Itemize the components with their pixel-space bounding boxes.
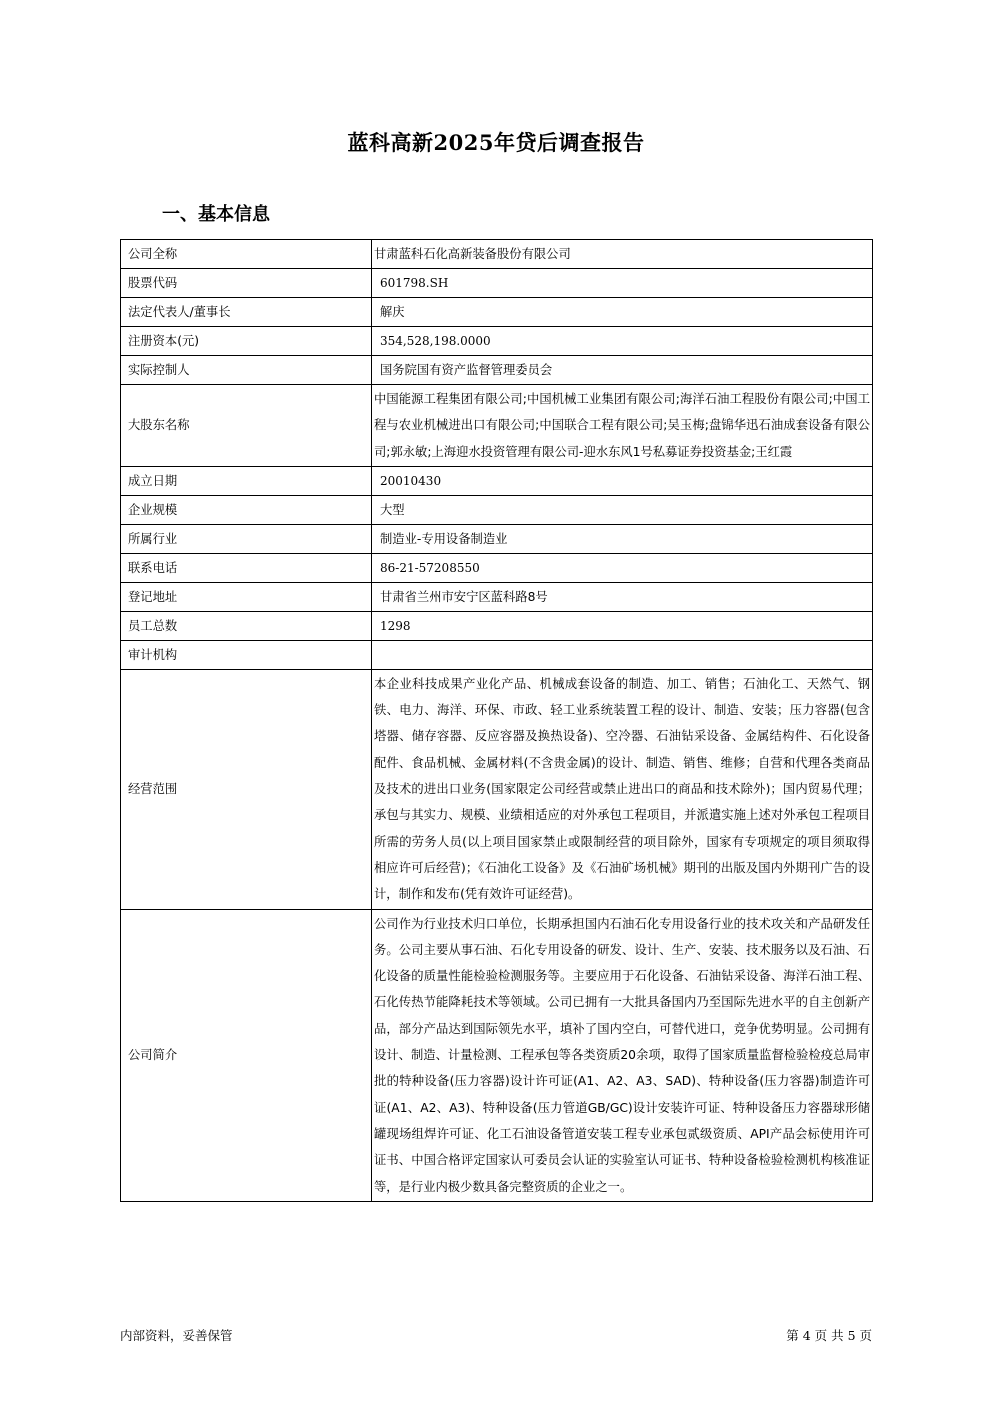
row-label: 股票代码 xyxy=(121,269,372,298)
row-label: 成立日期 xyxy=(121,466,372,495)
row-label: 法定代表人/董事长 xyxy=(121,298,372,327)
row-label: 登记地址 xyxy=(121,582,372,611)
row-label: 审计机构 xyxy=(121,640,372,669)
row-value xyxy=(372,640,873,669)
row-label: 联系电话 xyxy=(121,553,372,582)
row-value: 1298 xyxy=(372,611,873,640)
row-label: 所属行业 xyxy=(121,524,372,553)
report-title: 蓝科高新2025年贷后调查报告 xyxy=(347,130,645,155)
table-row xyxy=(121,553,873,582)
row-label: 大股东名称 xyxy=(121,385,372,467)
row-label: 公司全称 xyxy=(121,240,372,269)
row-label: 注册资本(元) xyxy=(121,327,372,356)
table-row xyxy=(121,640,873,669)
table-row xyxy=(121,466,873,495)
table-row xyxy=(121,524,873,553)
row-label: 实际控制人 xyxy=(121,356,372,385)
table-row xyxy=(121,385,873,467)
row-label: 公司简介 xyxy=(121,909,372,1201)
row-value: 601798.SH xyxy=(372,269,873,298)
table-row xyxy=(121,909,873,1201)
row-value: 甘肃省兰州市安宁区蓝科路8号 xyxy=(372,582,873,611)
row-value: 本企业科技成果产业化产品、机械成套设备的制造、加工、销售；石油化工、天然气、钢铁、电力、海洋、环保、市政、轻工业系统装置工程的设计、制造、安装；压力容器(包含塔器、储存容器、反应容器及换热设备)、空冷器、石油钻采设备、金属结构件、石化设备配件、食品机械、金属材料(不含贵金属)的设计、制造、销售、维修；自营和代理各类商品及技术的进出口业务(国家限定公司经营或禁止进出口的商品和技术除外)；国内贸易代理；承包与其实力、规模、业绩相适应的对外承包工程项目，并派遣实施上述对外承包工程项目所需的劳务人员(以上项目国家禁止或限制经营的项目除外，国家有专项规定的项目须取得相应许可后经营)；《石油化工设备》及《石油矿场机械》期刊的出版及国内外期刊广告的设计，制作和发布(凭有效许可证经营)。 xyxy=(372,669,873,909)
row-value: 86-21-57208550 xyxy=(372,553,873,582)
table-row xyxy=(121,356,873,385)
row-value: 甘肃蓝科石化高新装备股份有限公司 xyxy=(372,240,873,269)
table-row xyxy=(121,269,873,298)
basic-info-table xyxy=(120,239,873,1202)
table-row xyxy=(121,298,873,327)
row-value: 解庆 xyxy=(372,298,873,327)
row-label: 员工总数 xyxy=(121,611,372,640)
footer-page-number: 第 4 页 共 5 页 xyxy=(786,1328,872,1343)
row-value: 国务院国有资产监督管理委员会 xyxy=(372,356,873,385)
table-row xyxy=(121,495,873,524)
footer-confidential-note: 内部资料，妥善保管 xyxy=(120,1328,233,1343)
table-row xyxy=(121,240,873,269)
row-value: 中国能源工程集团有限公司;中国机械工业集团有限公司;海洋石油工程股份有限公司;中国工程与农业机械进出口有限公司;中国联合工程有限公司;吴玉梅;盘锦华迅石油成套设备有限公司;郭永敏;上海迎水投资管理有限公司-迎水东风1号私募证券投资基金;王红霞 xyxy=(372,385,873,467)
row-label: 企业规模 xyxy=(121,495,372,524)
table-row xyxy=(121,582,873,611)
row-value: 354,528,198.0000 xyxy=(372,327,873,356)
row-value: 制造业-专用设备制造业 xyxy=(372,524,873,553)
section-heading: 一、基本信息 xyxy=(162,204,270,225)
row-label: 经营范围 xyxy=(121,669,372,909)
row-value: 公司作为行业技术归口单位，长期承担国内石油石化专用设备行业的技术攻关和产品研发任务。公司主要从事石油、石化专用设备的研发、设计、生产、安装、技术服务以及石油、石化设备的质量性能检验检测服务等。主要应用于石化设备、石油钻采设备、海洋石油工程、石化传热节能降耗技术等领域。公司已拥有一大批具备国内乃至国际先进水平的自主创新产品，部分产品达到国际领先水平，填补了国内空白，可替代进口，竞争优势明显。公司拥有设计、制造、计量检测、工程承包等各类资质20余项，取得了国家质量监督检验检疫总局审批的特种设备(压力容器)设计许可证(A1、A2、A3、SAD)、特种设备(压力容器)制造许可证(A1、A2、A3)、特种设备(压力管道GB/GC)设计安装许可证、特种设备压力容器球形储罐现场组焊许可证、化工石油设备管道安装工程专业承包贰级资质、API产品会标使用许可证书、中国合格评定国家认可委员会认证的实验室认可证书、特种设备检验检测机构核准证等，是行业内极少数具备完整资质的企业之一。 xyxy=(372,909,873,1201)
table-row xyxy=(121,611,873,640)
table-row xyxy=(121,669,873,909)
table-row xyxy=(121,327,873,356)
row-value: 20010430 xyxy=(372,466,873,495)
row-value: 大型 xyxy=(372,495,873,524)
